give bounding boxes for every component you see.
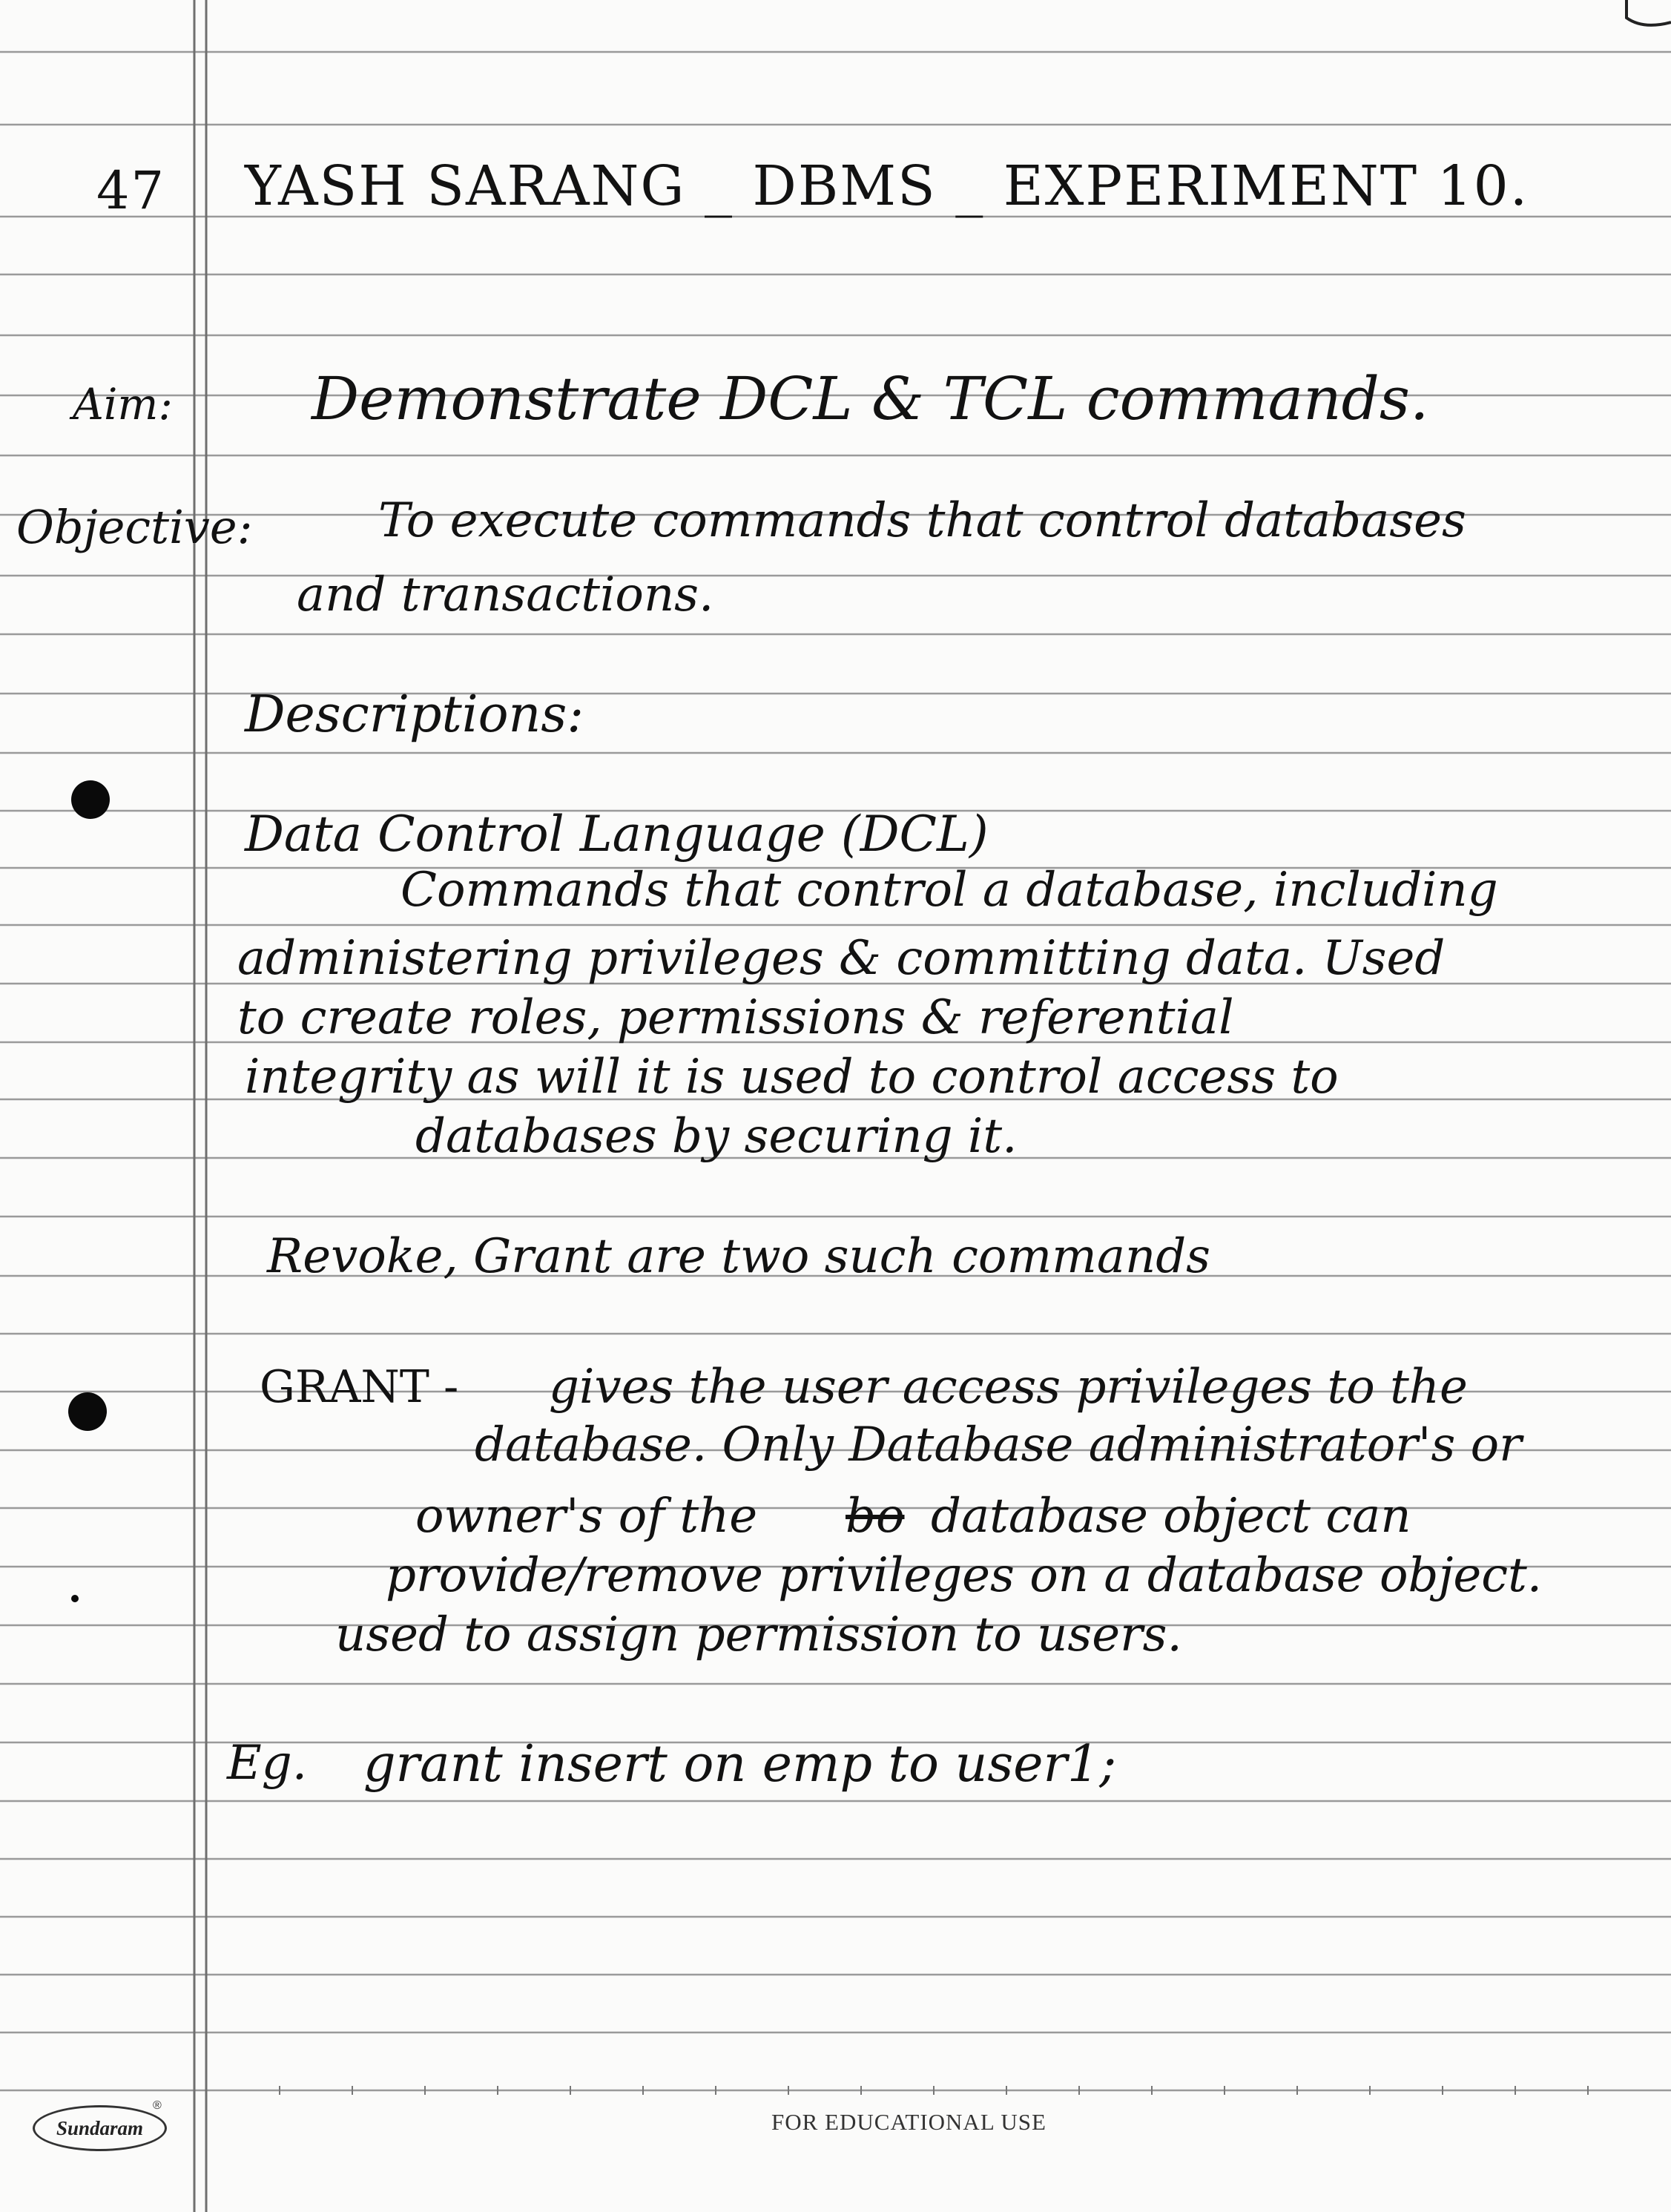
tick [1151,2086,1153,2095]
tick [1515,2086,1516,2095]
tick [860,2086,862,2095]
tick [1078,2086,1080,2095]
grant-label: GRANT - [260,1361,459,1413]
tick [1296,2086,1298,2095]
tick [352,2086,353,2095]
aim-label: Aim: [73,379,173,429]
dcl-line-5: databases by securing it. [415,1109,1018,1164]
example-label: Eg. [227,1736,308,1791]
binder-hole-small [71,1595,79,1602]
example-text: grant insert on emp to user1; [363,1735,1117,1794]
descriptions-heading: Descriptions: [245,685,584,744]
tick [715,2086,716,2095]
grant-line-2: database. Only Database administrator's or [475,1418,1522,1472]
grant-line-1: gives the user access privileges to the [549,1360,1468,1415]
binder-hole [68,1392,107,1431]
grant-line-3: owner's of the [415,1489,758,1544]
dcl-line-3: to create roles, permissions & referential [237,990,1234,1045]
objective-label: Objective: [16,500,253,554]
objective-line-1: To execute commands that control databases [378,493,1466,548]
tick [642,2086,644,2095]
dcl-heading: Data Control Language (DCL) [245,806,989,863]
brand-logo: Sundaram [33,2105,167,2151]
binder-hole [71,780,110,819]
page-title: YASH SARANG _ DBMS _ EXPERIMENT 10. [245,154,1529,218]
dcl-line-2: administering privileges & committing data. Used [237,931,1446,986]
objective-line-2: and transactions. [297,567,714,622]
aim-text: Demonstrate DCL & TCL commands. [312,364,1429,433]
grant-line-4: provide/remove privileges on a database object. [386,1548,1543,1603]
tick [570,2086,571,2095]
tick [1587,2086,1589,2095]
tick [497,2086,498,2095]
registered-mark: ® [153,2099,162,2112]
tick [1369,2086,1371,2095]
page-fold [1626,0,1671,25]
tick [424,2086,426,2095]
dcl-line-1: Commands that control a database, including [401,863,1498,918]
footer-notice: FOR EDUCATIONAL USE [771,2109,1047,2135]
tick [933,2086,935,2095]
dcl-line-4: integrity as will it is used to control access to [245,1050,1339,1105]
tick [1006,2086,1007,2095]
tick [1442,2086,1443,2095]
grant-line-3-cont: database object can [931,1489,1411,1544]
grant-struck-word: bo [846,1489,905,1544]
margin-line [194,0,206,2212]
roll-number: 47 [96,160,166,221]
tick [788,2086,789,2095]
tick [279,2086,280,2095]
tick [1224,2086,1225,2095]
grant-line-5: used to assign permission to users. [335,1607,1182,1662]
commands-note: Revoke, Grant are two such commands [267,1229,1210,1284]
